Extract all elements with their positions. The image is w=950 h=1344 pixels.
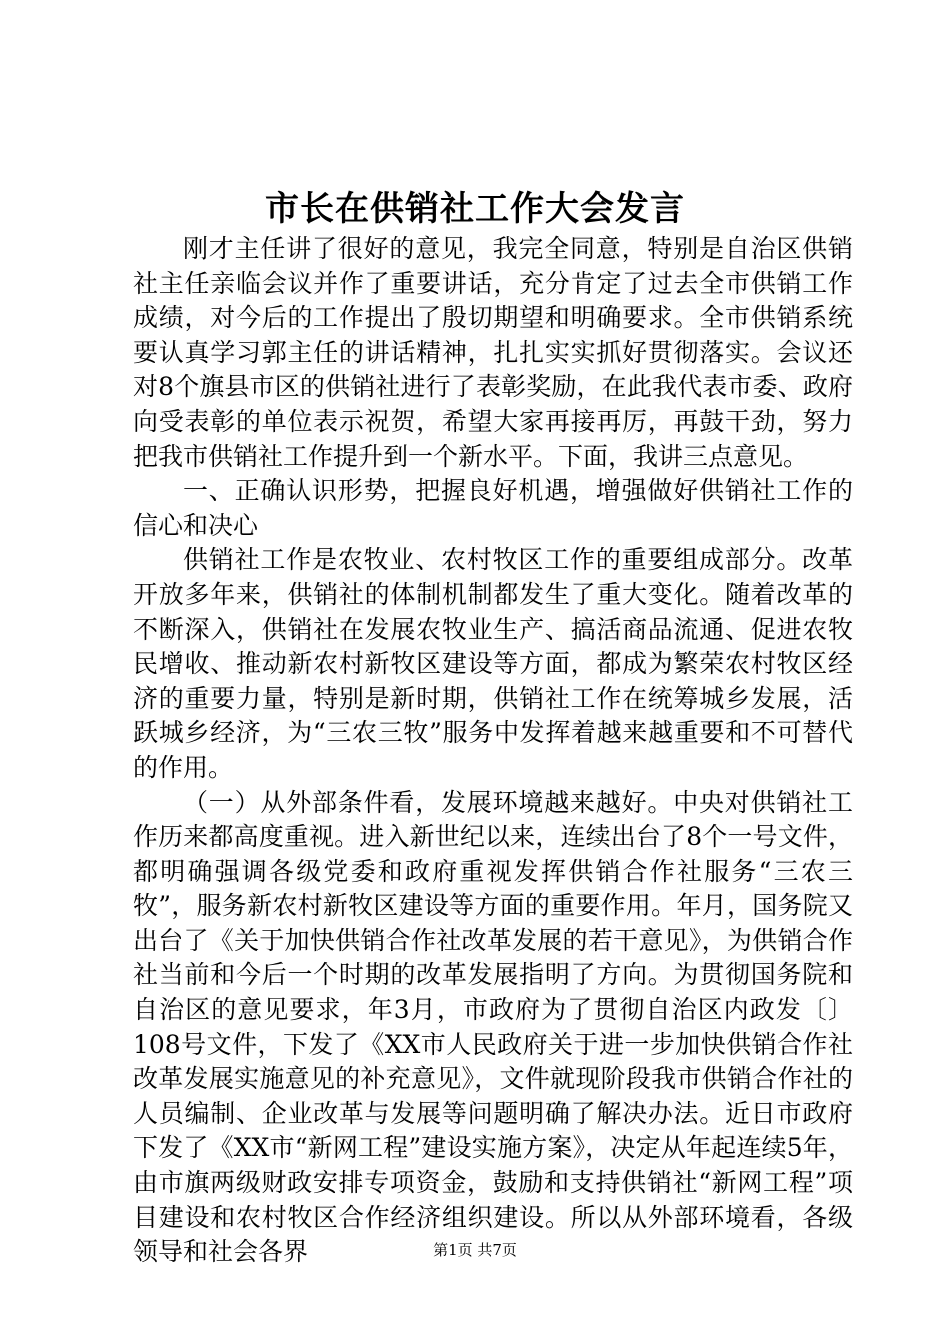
document-title: 市长在供销社工作大会发言 — [265, 189, 685, 229]
paragraph-external-conditions: （一）从外部条件看，发展环境越来越好。中央对供销社工作历来都高度重视。进入新世纪以来，连续出台了8个一号文件，都明确强调各级党委和政府重视发挥供销合作社服务“三农三牧”，服务新农村新牧区建设等方面的重要作用。年月，国务院又出台了《关于加快供销合作社改革发展的若干意见》，为供销合作社当前和今后一个时期的改革发展指明了方向。为贯彻国务院和自治区的意见要求，年3月，市政府为了贯彻自治区内政发〔〕108号文件，下发了《XX市人民政府关于进一步加快供销合作社改革发展实施意见的补充意见》，文件就现阶段我市供销合作社的人员编制、企业改革与发展等问题明确了解决办法。近日市政府下发了《XX市“新网工程”建设实施方案》，决定从年起连续5年，由市旗两级财政安排专项资金，鼓励和支持供销社“新网工程”项目建设和农村牧区合作经济组织建设。所以从外部环境看，各级领导和社会各界 — [133, 787, 853, 1267]
section-heading-1: 一、正确认识形势，把握良好机遇，增强做好供销社工作的信心和决心 — [133, 476, 853, 540]
paragraph-opening: 刚才主任讲了很好的意见，我完全同意，特别是自治区供销社主任亲临会议并作了重要讲话，充分肯定了过去全市供销工作成绩，对今后的工作提出了殷切期望和明确要求。全市供销系统要认真学习郭主任的讲话精神，扎扎实实抓好贯彻落实。会议还对8个旗县市区的供销社进行了表彰奖励，在此我代表市委、政府向受表彰的单位表示祝贺，希望大家再接再厉，再鼓干劲，努力把我市供销社工作提升到一个新水平。下面，我讲三点意见。 — [133, 234, 853, 471]
page-number: 第1页 共7页 — [433, 1241, 517, 1259]
document-body — [133, 232, 853, 1270]
paragraph-supply-cooperative-role: 供销社工作是农牧业、农村牧区工作的重要组成部分。改革开放多年来，供销社的体制机制都发生了重大变化。随着改革的不断深入，供销社在发展农牧业生产、搞活商品流通、促进农牧民增收、推动新农村新牧区建设等方面，都成为繁荣农村牧区经济的重要力量，特别是新时期，供销社工作在统筹城乡发展，活跃城乡经济，为“三农三牧”服务中发挥着越来越重要和不可替代的作用。 — [133, 545, 853, 782]
